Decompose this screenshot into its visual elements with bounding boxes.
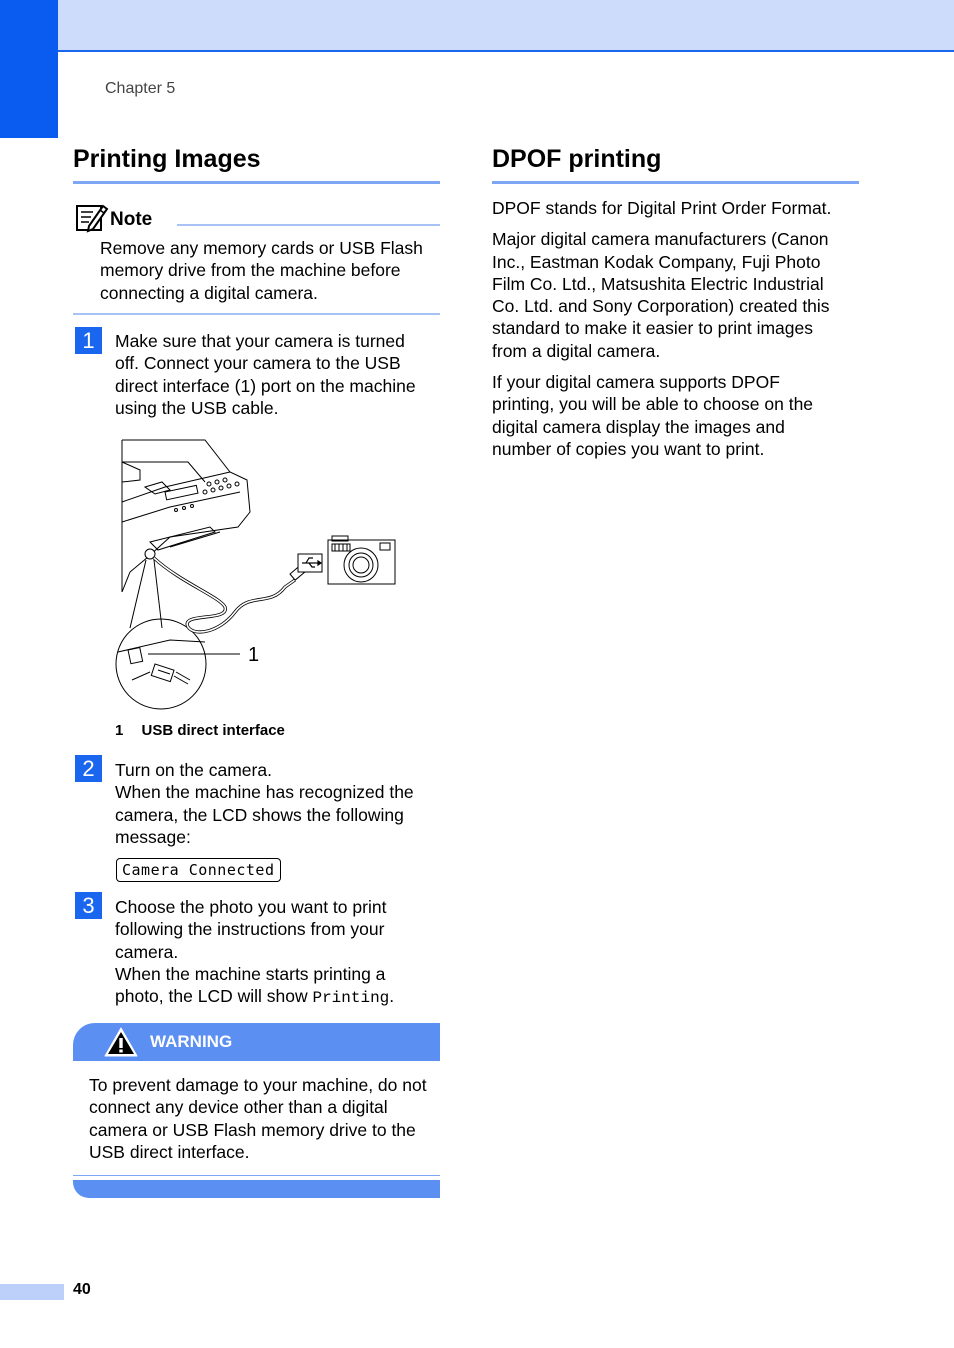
lcd-printing-code: Printing [312, 989, 390, 1008]
dpof-paragraph [492, 197, 862, 219]
dpof-body [492, 197, 862, 469]
chapter-label: Chapter 5 [105, 80, 176, 97]
step-3-line: When the machine starts printing a [115, 963, 386, 984]
warning-line: USB direct interface. [89, 1141, 250, 1162]
step-3-line: camera. [115, 941, 179, 962]
title-underline [492, 181, 859, 184]
figure-legend [115, 722, 285, 739]
dpof-line: Inc., Eastman Kodak Company, Fuji Photo [492, 251, 821, 272]
step-2-line: When the machine has recognized the [115, 782, 414, 803]
step-1-line: using the USB cable. [115, 397, 279, 418]
section-title-printing-images: Printing Images [73, 145, 261, 173]
page-number-tab [0, 1284, 64, 1300]
step-number-1: 1 [75, 327, 102, 354]
step-3-line: following the instructions from your [115, 919, 385, 940]
dpof-line: number of copies you want to print. [492, 438, 765, 459]
dpof-paragraph [492, 371, 862, 460]
warning-text [89, 1074, 444, 1163]
chapter-tab-marker [0, 0, 58, 138]
section-title-dpof-printing: DPOF printing [492, 145, 662, 173]
dpof-line: Co. Ltd. and Sony Corporation) created this [492, 296, 830, 317]
warning-divider [73, 1175, 440, 1176]
figure-callout-1: 1 [248, 644, 260, 666]
step-1-text [115, 330, 445, 419]
dpof-line: printing, you will be able to choose on the [492, 394, 814, 415]
warning-title: WARNING [150, 1032, 233, 1051]
dpof-line: Major digital camera manufacturers (Canon [492, 229, 829, 250]
warning-line: connect any device other than a digital [89, 1097, 388, 1118]
step-3-text-prefix: photo, the LCD will show [115, 986, 313, 1007]
legend-text: USB direct interface [141, 722, 285, 739]
step-3-line [115, 985, 445, 1009]
lcd-message-camera-connected: Camera Connected [116, 858, 281, 882]
dpof-line: DPOF stands for Digital Print Order Format. [492, 198, 832, 218]
usb-connection-illustration [110, 432, 410, 717]
dpof-paragraph [492, 228, 862, 362]
warning-line: To prevent damage to your machine, do not [89, 1075, 427, 1095]
step-1-line: off. Connect your camera to the USB [115, 353, 401, 374]
dpof-printing-section [492, 145, 859, 184]
legend-number: 1 [115, 722, 124, 739]
step-2-line: camera, the LCD shows the following [115, 804, 404, 825]
note-header-rule [177, 224, 440, 226]
step-2-line: message: [115, 826, 191, 847]
dpof-line: Film Co. Ltd., Matsushita Electric Industrial [492, 273, 824, 294]
note-text: Remove any memory cards or USB Flash memory drive from the machine before connecting a digital camera. [100, 238, 423, 303]
step-2-line: Turn on the camera. [115, 760, 272, 780]
step-number-2: 2 [75, 755, 102, 782]
step-3-text [115, 896, 445, 1009]
warning-line: camera or USB Flash memory drive to the [89, 1119, 416, 1140]
dpof-line: digital camera display the images and [492, 416, 785, 437]
header-band [0, 0, 954, 52]
printing-images-section [73, 145, 440, 184]
note-pencil-icon [75, 202, 109, 234]
dpof-line: from a digital camera. [492, 340, 661, 361]
note-label: Note [110, 209, 153, 230]
page-number: 40 [73, 1281, 91, 1298]
warning-triangle-icon [103, 1026, 139, 1058]
step-3-text-suffix: . [389, 986, 395, 1007]
dpof-line: If your digital camera supports DPOF [492, 372, 780, 393]
step-2-text [115, 759, 445, 848]
step-1-line: Make sure that your camera is turned [115, 331, 405, 351]
note-bottom-rule [73, 313, 440, 315]
step-number-3: 3 [75, 892, 102, 919]
title-underline [73, 181, 440, 184]
warning-footer-bar [73, 1180, 440, 1198]
step-1-line: direct interface (1) port on the machine [115, 375, 416, 396]
dpof-line: standard to make it easier to print images [492, 318, 813, 339]
step-3-line: Choose the photo you want to print [115, 897, 387, 917]
warning-header-bar [73, 1023, 440, 1061]
